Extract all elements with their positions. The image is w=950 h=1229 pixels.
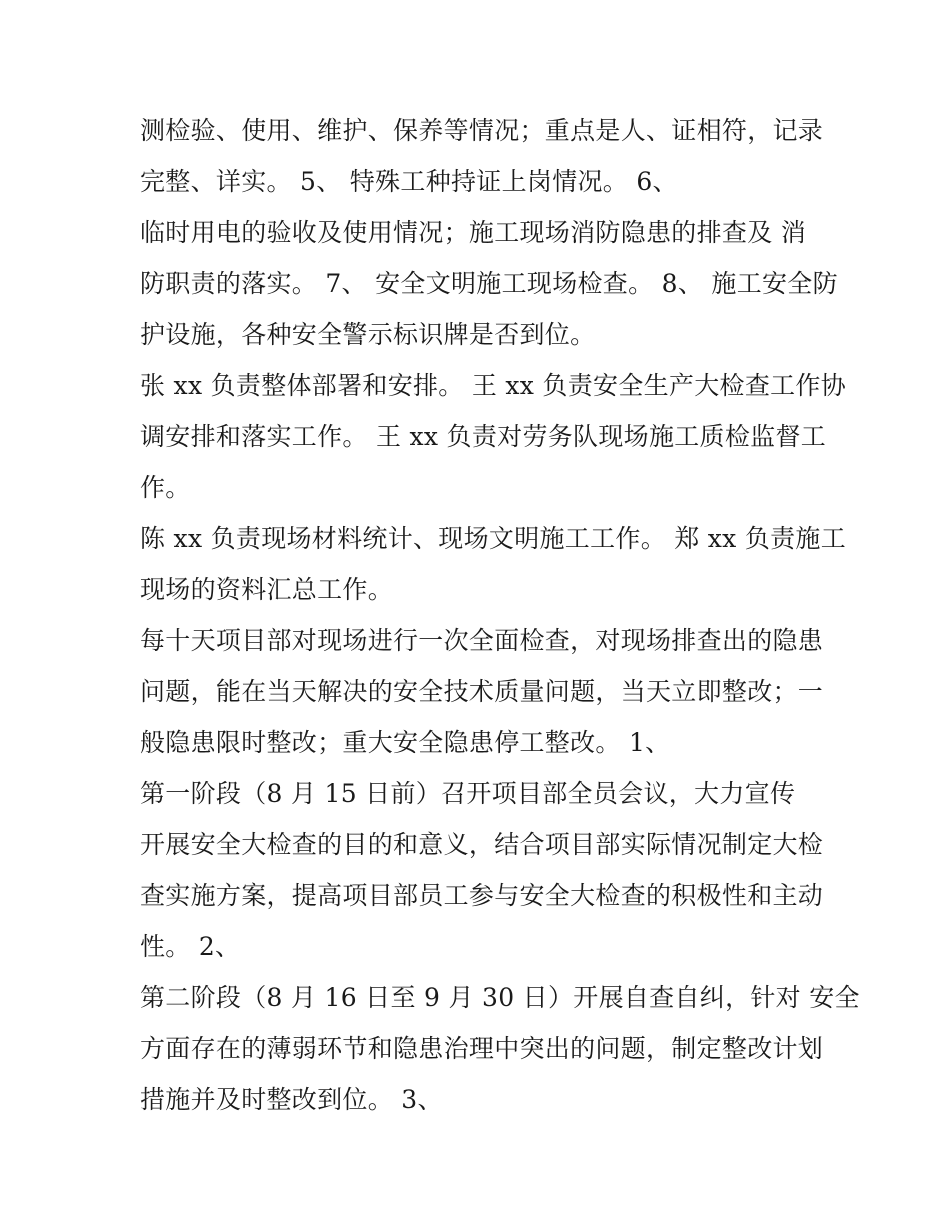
text-line: 作。: [140, 473, 191, 502]
text-line: 查实施方案，提高项目部员工参与安全大检查的积极性和主动: [140, 881, 824, 910]
text-line: 现场的资料汇总工作。: [140, 575, 394, 604]
text-line: 临时用电的验收及使用情况；施工现场消防隐患的排查及 消: [140, 218, 807, 247]
text-line: 方面存在的薄弱环节和隐患治理中突出的问题，制定整改计划: [140, 1034, 824, 1063]
text-line: 措施并及时整改到位。 3、: [140, 1085, 443, 1114]
text-line: 测检验、使用、维护、保养等情况；重点是人、证相符，记录: [140, 116, 824, 145]
text-line: 般隐患限时整改；重大安全隐患停工整改。 1、: [140, 728, 671, 757]
text-line: 完整、详实。 5、 特殊工种持证上岗情况。 6、: [140, 167, 678, 196]
document-body: [140, 105, 860, 1125]
text-line: 每十天项目部对现场进行一次全面检查，对现场排查出的隐患: [140, 626, 824, 655]
text-line: 问题，能在当天解决的安全技术质量问题，当天立即整改；一: [140, 677, 824, 706]
text-line: 调安排和落实工作。 王 xx 负责对劳务队现场施工质检监督工: [140, 422, 827, 451]
text-line: 防职责的落实。 7、 安全文明施工现场检查。 8、 施工安全防: [140, 269, 838, 298]
text-line: 性。 2、: [140, 932, 241, 961]
text-line: 张 xx 负责整体部署和安排。 王 xx 负责安全生产大检查工作协: [140, 371, 847, 400]
text-line: 第二阶段（8 月 16 日至 9 月 30 日）开展自查自纠，针对 安全: [140, 983, 860, 1012]
text-line: 护设施，各种安全警示标识牌是否到位。: [140, 320, 596, 349]
text-line: 开展安全大检查的目的和意义，结合项目部实际情况制定大检: [140, 830, 824, 859]
text-line: 第一阶段（8 月 15 日前）召开项目部全员会议，大力宣传: [140, 779, 796, 808]
text-line: 陈 xx 负责现场材料统计、现场文明施工工作。 郑 xx 负责施工: [140, 524, 847, 553]
